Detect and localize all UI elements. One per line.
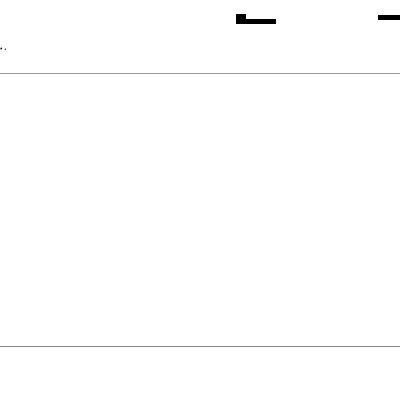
advisor-info (378, 14, 400, 21)
section-heading: • • (0, 46, 7, 53)
redaction-bar (236, 19, 276, 24)
table-header (0, 58, 400, 74)
footer-divider (0, 346, 400, 347)
account-info (178, 14, 276, 24)
account-number-label (178, 19, 236, 24)
redaction-bar (378, 15, 400, 20)
